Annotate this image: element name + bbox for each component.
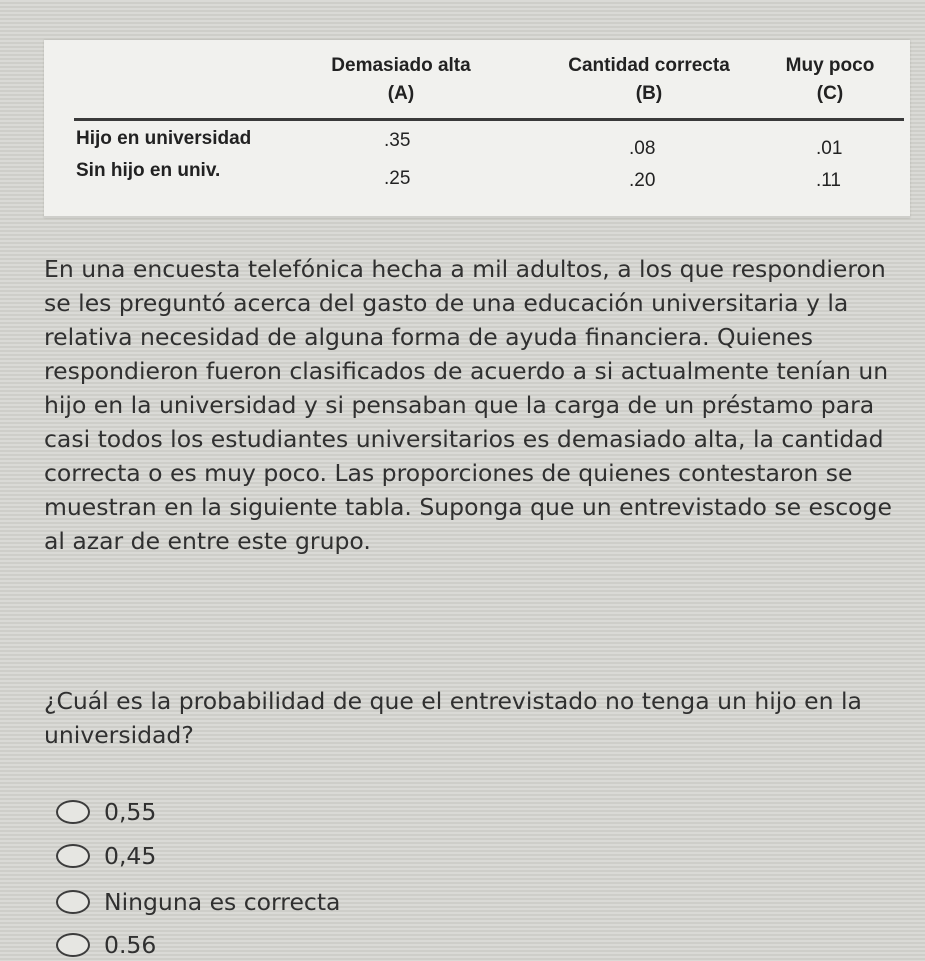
table-bottom-edge (44, 216, 910, 218)
radio-circle-icon[interactable] (56, 800, 90, 824)
column-header-a-title: Demasiado alta (331, 55, 471, 76)
column-header-c-title: Muy poco (785, 55, 875, 76)
option-2[interactable] (56, 840, 156, 872)
cell-with-child-a: .35 (384, 130, 411, 151)
column-header-b (544, 52, 754, 108)
column-header-c (774, 52, 886, 108)
row-label-without-child: Sin hijo en univ. (76, 160, 221, 181)
column-header-a (306, 52, 496, 108)
option-3[interactable] (56, 886, 340, 918)
cell-with-child-c: .01 (816, 138, 843, 159)
cell-without-child-c: .11 (816, 170, 842, 191)
cell-with-child-b: .08 (629, 138, 656, 159)
option-1[interactable] (56, 796, 156, 828)
option-2-label: 0,45 (104, 842, 157, 870)
cell-without-child-a: .25 (384, 168, 411, 189)
cell-without-child-b: .20 (629, 170, 656, 191)
column-header-a-code: (A) (387, 83, 415, 104)
option-4-label: 0.56 (104, 931, 157, 959)
column-header-c-code: (C) (816, 83, 844, 104)
radio-circle-icon[interactable] (56, 933, 90, 957)
radio-circle-icon[interactable] (56, 844, 90, 868)
option-3-label: Ninguna es correcta (104, 888, 341, 916)
question-text: ¿Cuál es la probabilidad de que el entrevistado no tenga un hijo en la universidad? (44, 687, 862, 749)
column-header-b-code: (B) (635, 83, 663, 104)
header-rule (74, 118, 904, 121)
row-label-with-child: Hijo en universidad (76, 128, 252, 149)
data-table (44, 40, 910, 218)
radio-circle-icon[interactable] (56, 890, 90, 914)
problem-description: En una encuesta telefónica hecha a mil adultos, a los que respondieron se les preguntó acerca del gasto de una educación universitaria y la relativa necesidad de alguna forma de ayuda financiera. Quienes respondieron fueron clasificados de acuerdo a si actualmente tenían un hijo en la universidad y si pensaban que la carga de un préstamo para casi todos los estudiantes universitarios es demasiado alta, la cantidad correcta o es muy poco. Las proporciones de quienes contestaron se muestran en la siguiente tabla. Suponga que un entrevistado se escoge al azar de entre este grupo. (44, 255, 892, 555)
option-4[interactable] (56, 929, 156, 961)
column-header-b-title: Cantidad correcta (568, 55, 730, 76)
option-1-label: 0,55 (104, 798, 157, 826)
